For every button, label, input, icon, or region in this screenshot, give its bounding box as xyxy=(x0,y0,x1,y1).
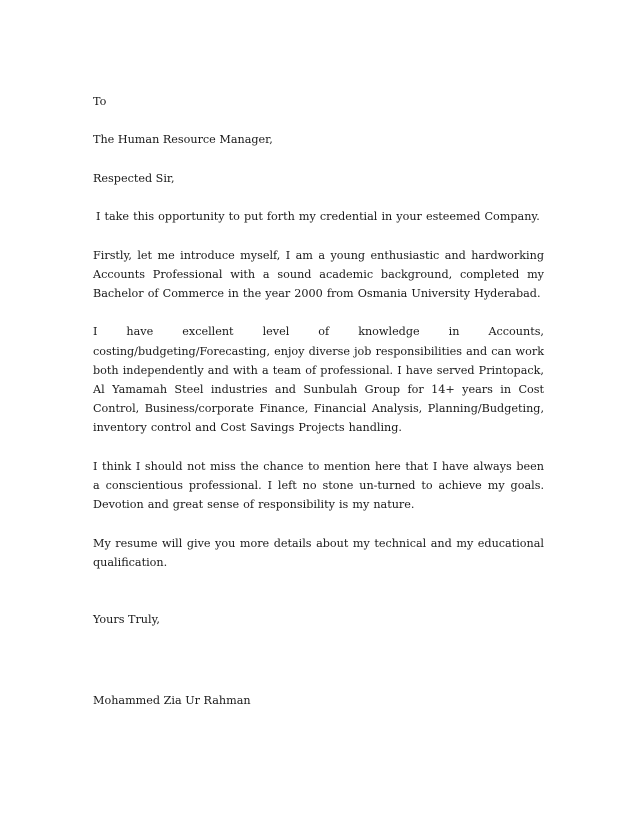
letter-signature: Mohammed Zia Ur Rahman xyxy=(93,694,251,707)
letter-body xyxy=(93,92,544,630)
letter-paragraph-introduction: Firstly, let me introduce myself, I am a young enthusiastic and hardworking Accounts Professional with a sound academic background, completed my Bachelor of Commerce in the year 2000 from Osmania University Hyderabad. xyxy=(93,248,544,300)
letter-paragraph-resume: My resume will give you more details about my technical and my educational qualification. xyxy=(93,536,544,569)
letter-to: To xyxy=(93,95,107,108)
letter-recipient: The Human Resource Manager, xyxy=(93,133,273,147)
letter-opening: I take this opportunity to put forth my credential in your esteemed Company. xyxy=(96,210,540,224)
letter-paragraph-experience: I have excellent level of knowledge in Accounts, costing/budgeting/Forecasting, enjoy diverse job responsibilities and can work both independently and with a team of professional. I have served Printopack, Al Yamamah Steel industries and Sunbulah Group for 14+ years in Cost Control, Business/corporate Finance, Financial Analysis, Planning/Budgeting, inventory control and Cost Savings Projects handling. xyxy=(93,325,544,435)
letter-closing: Yours Truly, xyxy=(93,613,160,627)
letter-salutation: Respected Sir, xyxy=(93,171,175,185)
letter-paragraph-character: I think I should not miss the chance to mention here that I have always been a conscientious professional. I left no stone un-turned to achieve my goals. Devotion and great sense of responsibility is my nature. xyxy=(93,459,544,512)
